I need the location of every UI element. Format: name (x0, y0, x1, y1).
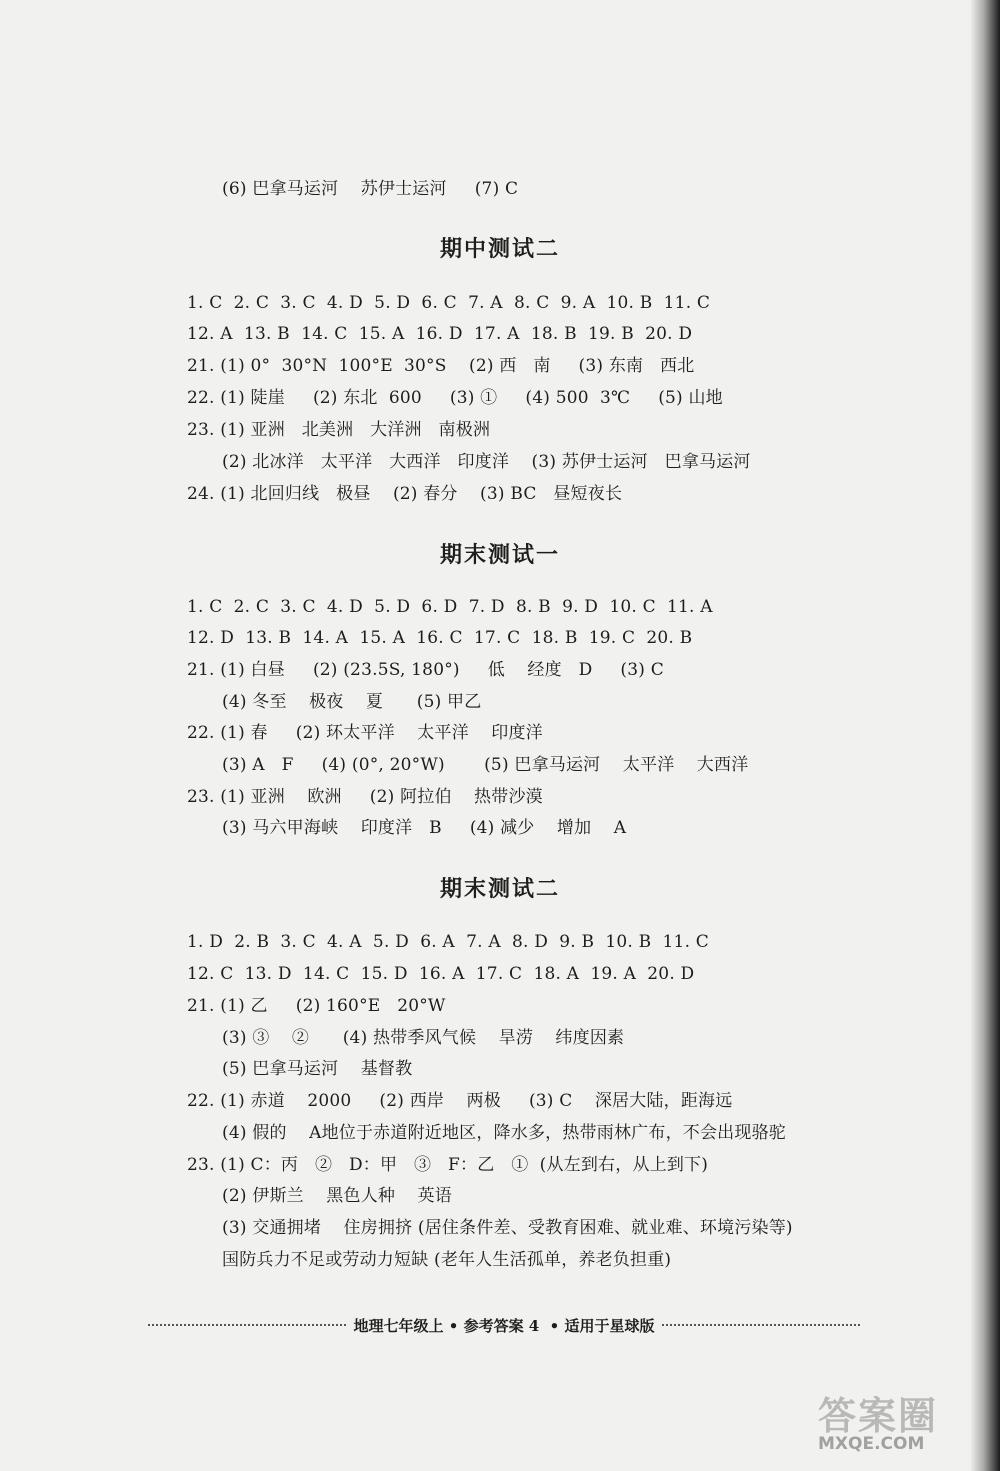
answer-line: (3) 交通拥堵 住房拥挤 (居住条件差、受教育困难、就业难、环境污染等) (222, 1218, 793, 1238)
answer-line: 22. (1) 陡崖 (2) 东北 600 (3) ① (4) 500 3℃ (5) 山地 (187, 388, 723, 408)
answer-line: 24. (1) 北回归线 极昼 (2) 春分 (3) BC 昼短夜长 (187, 484, 623, 504)
answer-line: (3) 马六甲海峡 印度洋 B (4) 减少 增加 A (222, 818, 627, 838)
answer-line: (5) 巴拿马运河 基督教 (222, 1059, 413, 1079)
answer-line: 21. (1) 白昼 (2) (23.5S, 180°) 低 经度 D (3) C (187, 660, 664, 680)
page-footer (148, 1313, 860, 1337)
answer-line: 1. C 2. C 3. C 4. D 5. D 6. D 7. D 8. B 9. D 10. C 11. A (187, 597, 713, 617)
footer-text: 地理七年级上 • 参考答案 4 • 适用于星球版 (353, 1316, 655, 1335)
answer-line: 22. (1) 春 (2) 环太平洋 太平洋 印度洋 (187, 723, 543, 743)
section-heading-final-1: 期末测试一 (439, 543, 560, 568)
watermark-logo (818, 1385, 993, 1465)
answer-line: (3) ③ ② (4) 热带季风气候 旱涝 纬度因素 (222, 1028, 625, 1048)
footer-dotted-rule-left (148, 1324, 346, 1326)
answer-line: (3) A F (4) (0°, 20°W) (5) 巴拿马运河 太平洋 大西洋 (222, 755, 749, 775)
answer-line: (2) 北冰洋 太平洋 大西洋 印度洋 (3) 苏伊士运河 巴拿马运河 (222, 452, 751, 472)
answer-line: 22. (1) 赤道 2000 (2) 西岸 两极 (3) C 深居大陆，距海远 (187, 1091, 733, 1111)
watermark-url: MXQE.COM (818, 1434, 925, 1454)
intro-line: (6) 巴拿马运河 苏伊士运河 (7) C (222, 179, 519, 199)
answer-line: 国防兵力不足或劳动力短缺 (老年人生活孤单，养老负担重) (222, 1250, 672, 1270)
answer-line: 23. (1) 亚洲 北美洲 大洋洲 南极洲 (187, 420, 491, 440)
answer-line: 12. D 13. B 14. A 15. A 16. C 17. C 18. B 19. C 20. B (187, 628, 693, 648)
answer-line: 23. (1) 亚洲 欧洲 (2) 阿拉伯 热带沙漠 (187, 787, 543, 807)
answer-line: 1. D 2. B 3. C 4. A 5. D 6. A 7. A 8. D 9. B 10. B 11. C (187, 932, 709, 952)
footer-dotted-rule-right (662, 1324, 860, 1326)
watermark-text: 答案圈 (818, 1394, 939, 1438)
page-edge-shadow (970, 0, 1000, 1471)
answer-line: 1. C 2. C 3. C 4. D 5. D 6. C 7. A 8. C 9. A 10. B 11. C (187, 293, 711, 313)
answer-line: 12. A 13. B 14. C 15. A 16. D 17. A 18. B 19. B 20. D (187, 324, 693, 344)
answer-line: (4) 冬至 极夜 夏 (5) 甲乙 (222, 692, 482, 712)
section-heading-midterm-2: 期中测试二 (439, 237, 560, 262)
answer-line: 21. (1) 乙 (2) 160°E 20°W (187, 996, 446, 1016)
answer-line: 12. C 13. D 14. C 15. D 16. A 17. C 18. A 19. A 20. D (187, 964, 695, 984)
answer-line: (4) 假的 A地位于赤道附近地区，降水多，热带雨林广布，不会出现骆驼 (222, 1123, 786, 1143)
answer-line: (2) 伊斯兰 黑色人种 英语 (222, 1186, 452, 1206)
answer-line: 23. (1) C：丙 ② D：甲 ③ F：乙 ① (从左到右，从上到下) (187, 1155, 709, 1175)
answer-line: 21. (1) 0° 30°N 100°E 30°S (2) 西 南 (3) 东南 西北 (187, 356, 695, 376)
section-heading-final-2: 期末测试二 (439, 877, 560, 902)
